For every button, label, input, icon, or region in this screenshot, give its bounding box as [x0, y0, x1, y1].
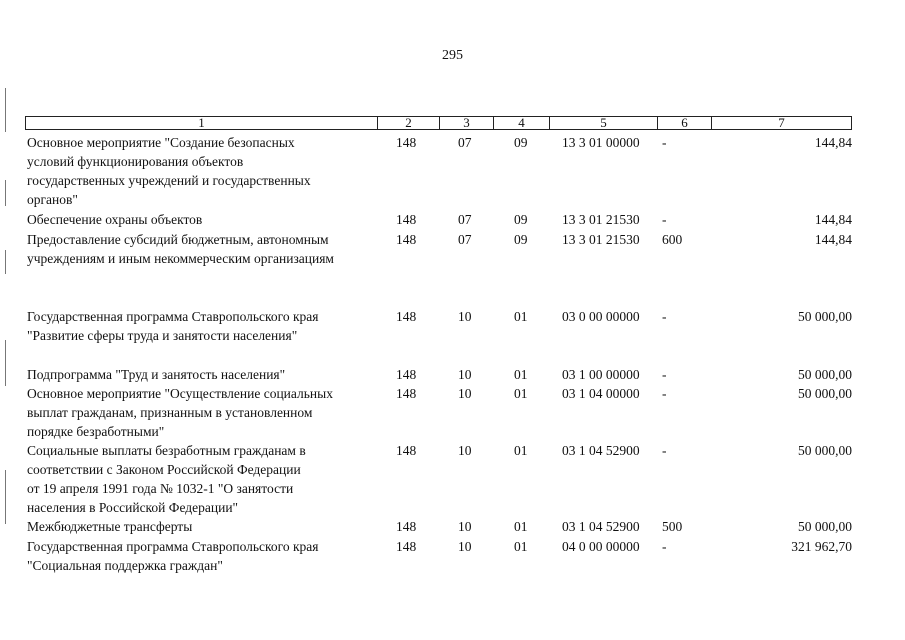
- cell-section: 10: [458, 539, 472, 554]
- page-number: 295: [442, 48, 463, 63]
- cell-expense-type: 600: [662, 232, 683, 247]
- description-line: условий функционирования объектов: [27, 154, 244, 169]
- description-line: органов": [27, 192, 78, 207]
- description-line: выплат гражданам, признанным в установленном: [27, 405, 313, 420]
- row-description: [27, 384, 377, 441]
- cell-amount: 50 000,00: [798, 386, 852, 401]
- column-header-4: 4: [494, 117, 550, 129]
- cell-ministry-code: 148: [396, 232, 417, 247]
- cell-amount: 144,84: [814, 232, 852, 247]
- cell-expense-type: -: [662, 386, 667, 401]
- description-line: учреждениям и иным некоммерческим организациям: [27, 251, 334, 266]
- cell-amount: 50 000,00: [798, 519, 852, 534]
- cell-section: 07: [458, 212, 472, 227]
- cell-subsection: 09: [514, 135, 528, 150]
- cell-subsection: 09: [514, 232, 528, 247]
- description-line: Социальные выплаты безработным гражданам в: [27, 443, 306, 458]
- cell-subsection: 09: [514, 212, 528, 227]
- row-description: [27, 517, 377, 536]
- cell-target-article: 13 3 01 21530: [562, 212, 640, 227]
- cell-section: 10: [458, 443, 472, 458]
- row-description: [27, 441, 377, 517]
- scan-artifact-line: [5, 470, 6, 524]
- cell-amount: 50 000,00: [798, 367, 852, 382]
- description-line: Основное мероприятие "Создание безопасных: [27, 135, 295, 150]
- cell-ministry-code: 148: [396, 443, 417, 458]
- cell-amount: 50 000,00: [798, 443, 852, 458]
- description-line: Межбюджетные трансферты: [27, 519, 193, 534]
- description-line: Основное мероприятие "Осуществление социальных: [27, 386, 333, 401]
- cell-expense-type: -: [662, 367, 667, 382]
- description-line: соответствии с Законом Российской Федерации: [27, 462, 301, 477]
- cell-section: 07: [458, 135, 472, 150]
- description-line: Обеспечение охраны объектов: [27, 212, 203, 227]
- cell-target-article: 03 1 00 00000: [562, 367, 640, 382]
- cell-ministry-code: 148: [396, 519, 417, 534]
- description-line: Государственная программа Ставропольского края: [27, 309, 319, 324]
- row-description: [27, 133, 377, 209]
- cell-ministry-code: 148: [396, 367, 417, 382]
- table-column-header-row: [25, 116, 852, 130]
- cell-subsection: 01: [514, 539, 528, 554]
- cell-subsection: 01: [514, 309, 528, 324]
- scan-artifact-line: [5, 88, 6, 132]
- cell-expense-type: -: [662, 309, 667, 324]
- cell-subsection: 01: [514, 386, 528, 401]
- cell-target-article: 04 0 00 00000: [562, 539, 640, 554]
- scan-artifact-line: [5, 340, 6, 386]
- row-description: [27, 307, 377, 345]
- cell-ministry-code: 148: [396, 539, 417, 554]
- cell-subsection: 01: [514, 519, 528, 534]
- cell-target-article: 03 1 04 52900: [562, 443, 640, 458]
- cell-expense-type: -: [662, 443, 667, 458]
- description-line: от 19 апреля 1991 года № 1032-1 "О занятости: [27, 481, 294, 496]
- cell-amount: 321 962,70: [791, 539, 852, 554]
- cell-section: 10: [458, 367, 472, 382]
- cell-section: 07: [458, 232, 472, 247]
- cell-expense-type: 500: [662, 519, 683, 534]
- row-description: [27, 537, 377, 575]
- cell-expense-type: -: [662, 539, 667, 554]
- cell-target-article: 03 0 00 00000: [562, 309, 640, 324]
- description-line: порядке безработными": [27, 424, 165, 439]
- cell-target-article: 13 3 01 00000: [562, 135, 640, 150]
- scan-artifact-line: [5, 180, 6, 206]
- cell-target-article: 03 1 04 00000: [562, 386, 640, 401]
- cell-section: 10: [458, 386, 472, 401]
- column-header-3: 3: [440, 117, 494, 129]
- cell-amount: 144,84: [814, 135, 852, 150]
- description-line: государственных учреждений и государственных: [27, 173, 311, 188]
- description-line: Государственная программа Ставропольского края: [27, 539, 319, 554]
- cell-expense-type: -: [662, 135, 667, 150]
- cell-amount: 50 000,00: [798, 309, 852, 324]
- column-header-6: 6: [658, 117, 712, 129]
- column-header-7: 7: [778, 115, 785, 130]
- column-header-5: 5: [550, 117, 658, 129]
- description-line: "Социальная поддержка граждан": [27, 558, 223, 573]
- cell-ministry-code: 148: [396, 309, 417, 324]
- description-line: населения в Российской Федерации": [27, 500, 239, 515]
- scan-artifact-line: [5, 250, 6, 274]
- description-line: Предоставление субсидий бюджетным, автономным: [27, 232, 329, 247]
- column-header-1: 1: [26, 117, 378, 129]
- column-header-2: 2: [378, 117, 440, 129]
- cell-ministry-code: 148: [396, 212, 417, 227]
- cell-section: 10: [458, 309, 472, 324]
- cell-subsection: 01: [514, 367, 528, 382]
- cell-section: 10: [458, 519, 472, 534]
- cell-subsection: 01: [514, 443, 528, 458]
- description-line: Подпрограмма "Труд и занятость населения": [27, 367, 286, 382]
- cell-ministry-code: 148: [396, 135, 417, 150]
- cell-amount: 144,84: [814, 212, 852, 227]
- row-description: [27, 210, 377, 229]
- row-description: [27, 365, 377, 384]
- cell-ministry-code: 148: [396, 386, 417, 401]
- description-line: "Развитие сферы труда и занятости населения": [27, 328, 298, 343]
- row-description: [27, 230, 377, 268]
- cell-expense-type: -: [662, 212, 667, 227]
- cell-target-article: 13 3 01 21530: [562, 232, 640, 247]
- cell-target-article: 03 1 04 52900: [562, 519, 640, 534]
